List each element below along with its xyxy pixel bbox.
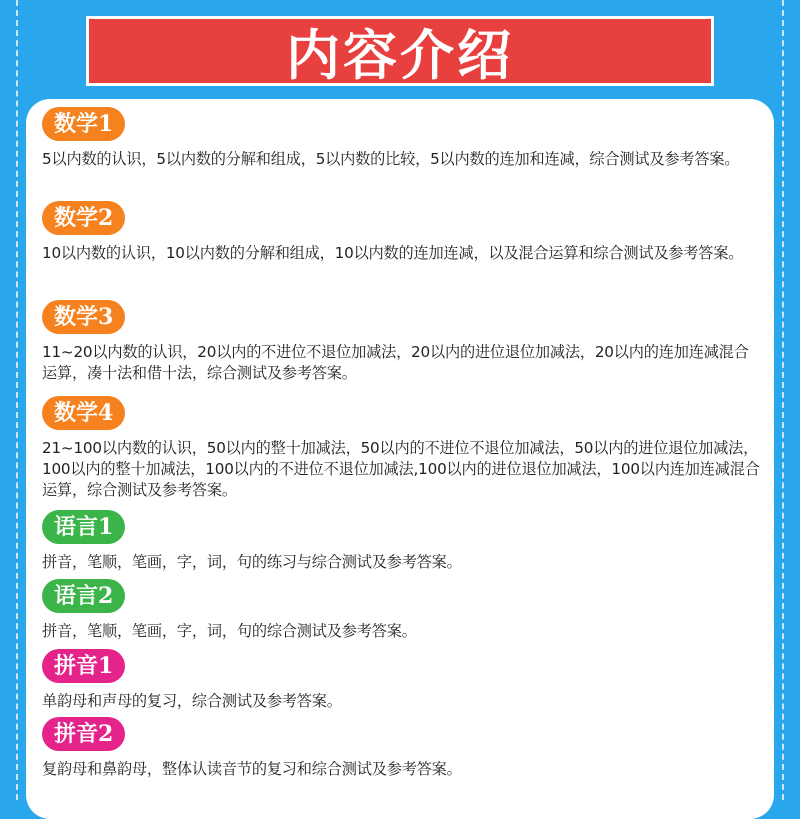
section-math-3 [42, 300, 762, 384]
left-dashed-border [16, 0, 18, 800]
section-pinyin-2 [42, 717, 762, 780]
section-language-1 [42, 510, 762, 573]
section-desc-language-1: 拼音，笔顺，笔画，字，词，句的练习与综合测试及参考答案。 [42, 553, 462, 571]
section-pinyin-1 [42, 649, 762, 712]
section-badge-language-1: 语言1 [42, 510, 125, 544]
right-dashed-border [782, 0, 784, 800]
page-title: 内容介绍 [286, 23, 514, 87]
section-badge-pinyin-2: 拼音2 [42, 717, 125, 751]
section-language-2 [42, 579, 762, 642]
section-badge-math-1: 数学1 [42, 107, 125, 141]
section-badge-math-4: 数学4 [42, 396, 125, 430]
section-desc-pinyin-2: 复韵母和鼻韵母，整体认读音节的复习和综合测试及参考答案。 [42, 760, 462, 778]
section-badge-math-3: 数学3 [42, 300, 125, 334]
section-desc-math-3: 11~20以内数的认识，20以内的不进位不退位加减法，20以内的进位退位加减法，20以内的连加连减混合运算，凑十法和借十法，综合测试及参考答案。 [42, 343, 749, 382]
section-desc-math-1: 5以内数的认识，5以内数的分解和组成，5以内数的比较，5以内数的连加和连减，综合测试及参考答案。 [42, 150, 740, 168]
section-badge-pinyin-1: 拼音1 [42, 649, 125, 683]
section-badge-math-2: 数学2 [42, 201, 125, 235]
title-banner [86, 16, 714, 86]
section-math-4 [42, 396, 762, 501]
section-desc-math-4: 21~100以内数的认识，50以内的整十加减法，50以内的不进位不退位加减法，50以内的进位退位加减法，100以内的整十加减法，100以内的不进位不退位加减法,100以内的进位退位加减法，100以内连加连减混合运算，综合测试及参考答案。 [42, 439, 760, 499]
section-desc-math-2: 10以内数的认识，10以内数的分解和组成，10以内数的连加连减，以及混合运算和综合测试及参考答案。 [42, 244, 744, 262]
section-badge-language-2: 语言2 [42, 579, 125, 613]
section-desc-language-2: 拼音，笔顺，笔画，字，词，句的综合测试及参考答案。 [42, 622, 417, 640]
section-desc-pinyin-1: 单韵母和声母的复习，综合测试及参考答案。 [42, 692, 342, 710]
section-math-2 [42, 201, 762, 264]
section-math-1 [42, 107, 762, 170]
content-card [26, 99, 774, 819]
